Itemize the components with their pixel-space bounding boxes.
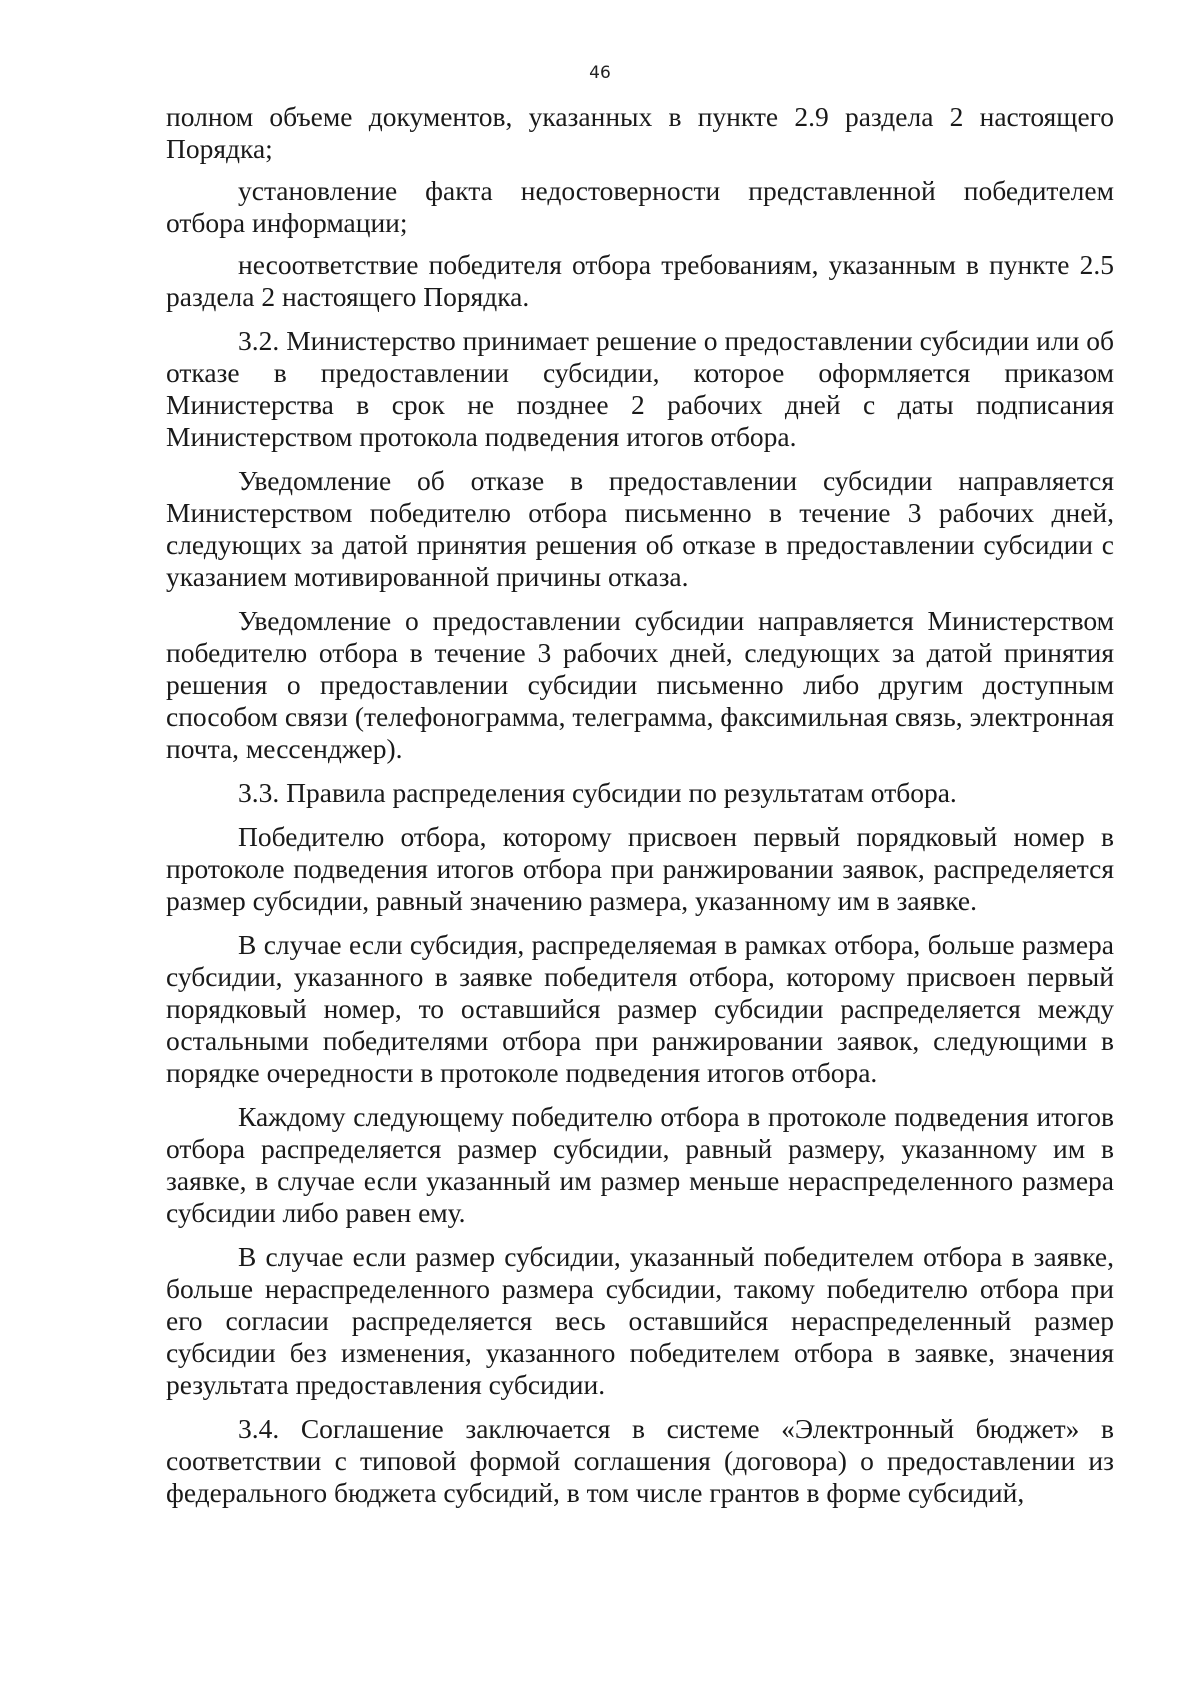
paragraph: Уведомление о предоставлении субсидии направляется Министерством победителю отбора в течение 3 рабочих дней, следующих за датой принятия решения о предоставлении субсидии письменно либо другим доступным способом связи (телефонограмма, телеграмма, факсимильная связь, электронная почта, мессенджер).	[166, 605, 1114, 764]
paragraph: В случае если размер субсидии, указанный победителем отбора в заявке, больше нераспределенного размера субсидии, такому победителю отбора при его согласии распределяется весь оставшийся нераспределенный размер субсидии без изменения, указанного победителем отбора в заявке, значения результата предоставления субсидии.	[166, 1241, 1114, 1400]
paragraph-section-3-3: 3.3. Правила распределения субсидии по результатам отбора.	[238, 777, 957, 808]
page-number: 46	[589, 63, 611, 83]
paragraph-continuation: полном объеме документов, указанных в пункте 2.9 раздела 2 настоящего Порядка;	[166, 101, 1114, 164]
paragraph: Каждому следующему победителю отбора в протоколе подведения итогов отбора распределяется размер субсидии, равный размеру, указанному им в заявке, в случае если указанный им размер меньше нераспределенного размера субсидии либо равен ему.	[166, 1101, 1114, 1228]
paragraph: В случае если субсидия, распределяемая в рамках отбора, больше размера субсидии, указанного в заявке победителя отбора, которому присвоен первый порядковый номер, то оставшийся размер субсидии распределяется между остальными победителями отбора при ранжировании заявок, следующими в порядке очередности в протоколе подведения итогов отбора.	[166, 929, 1114, 1088]
paragraph-section-3-4: 3.4. Соглашение заключается в системе «Электронный бюджет» в соответствии с типовой формой соглашения (договора) о предоставлении из федерального бюджета субсидий, в том числе грантов в форме субсидий,	[166, 1413, 1114, 1508]
paragraph: несоответствие победителя отбора требованиям, указанным в пункте 2.5 раздела 2 настоящего Порядка.	[166, 249, 1114, 312]
paragraph: Уведомление об отказе в предоставлении субсидии направляется Министерством победителю отбора письменно в течение 3 рабочих дней, следующих за датой принятия решения об отказе в предоставлении субсидии с указанием мотивированной причины отказа.	[166, 465, 1114, 592]
paragraph: Победителю отбора, которому присвоен первый порядковый номер в протоколе подведения итогов отбора при ранжировании заявок, распределяется размер субсидии, равный значению размера, указанному им в заявке.	[166, 821, 1114, 916]
paragraph: установление факта недостоверности представленной победителем отбора информации;	[166, 175, 1114, 238]
paragraph-section-3-2: 3.2. Министерство принимает решение о предоставлении субсидии или об отказе в предоставлении субсидии, которое оформляется приказом Министерства в срок не позднее 2 рабочих дней с даты подписания Министерством протокола подведения итогов отбора.	[166, 325, 1114, 452]
document-body	[166, 101, 1114, 1521]
